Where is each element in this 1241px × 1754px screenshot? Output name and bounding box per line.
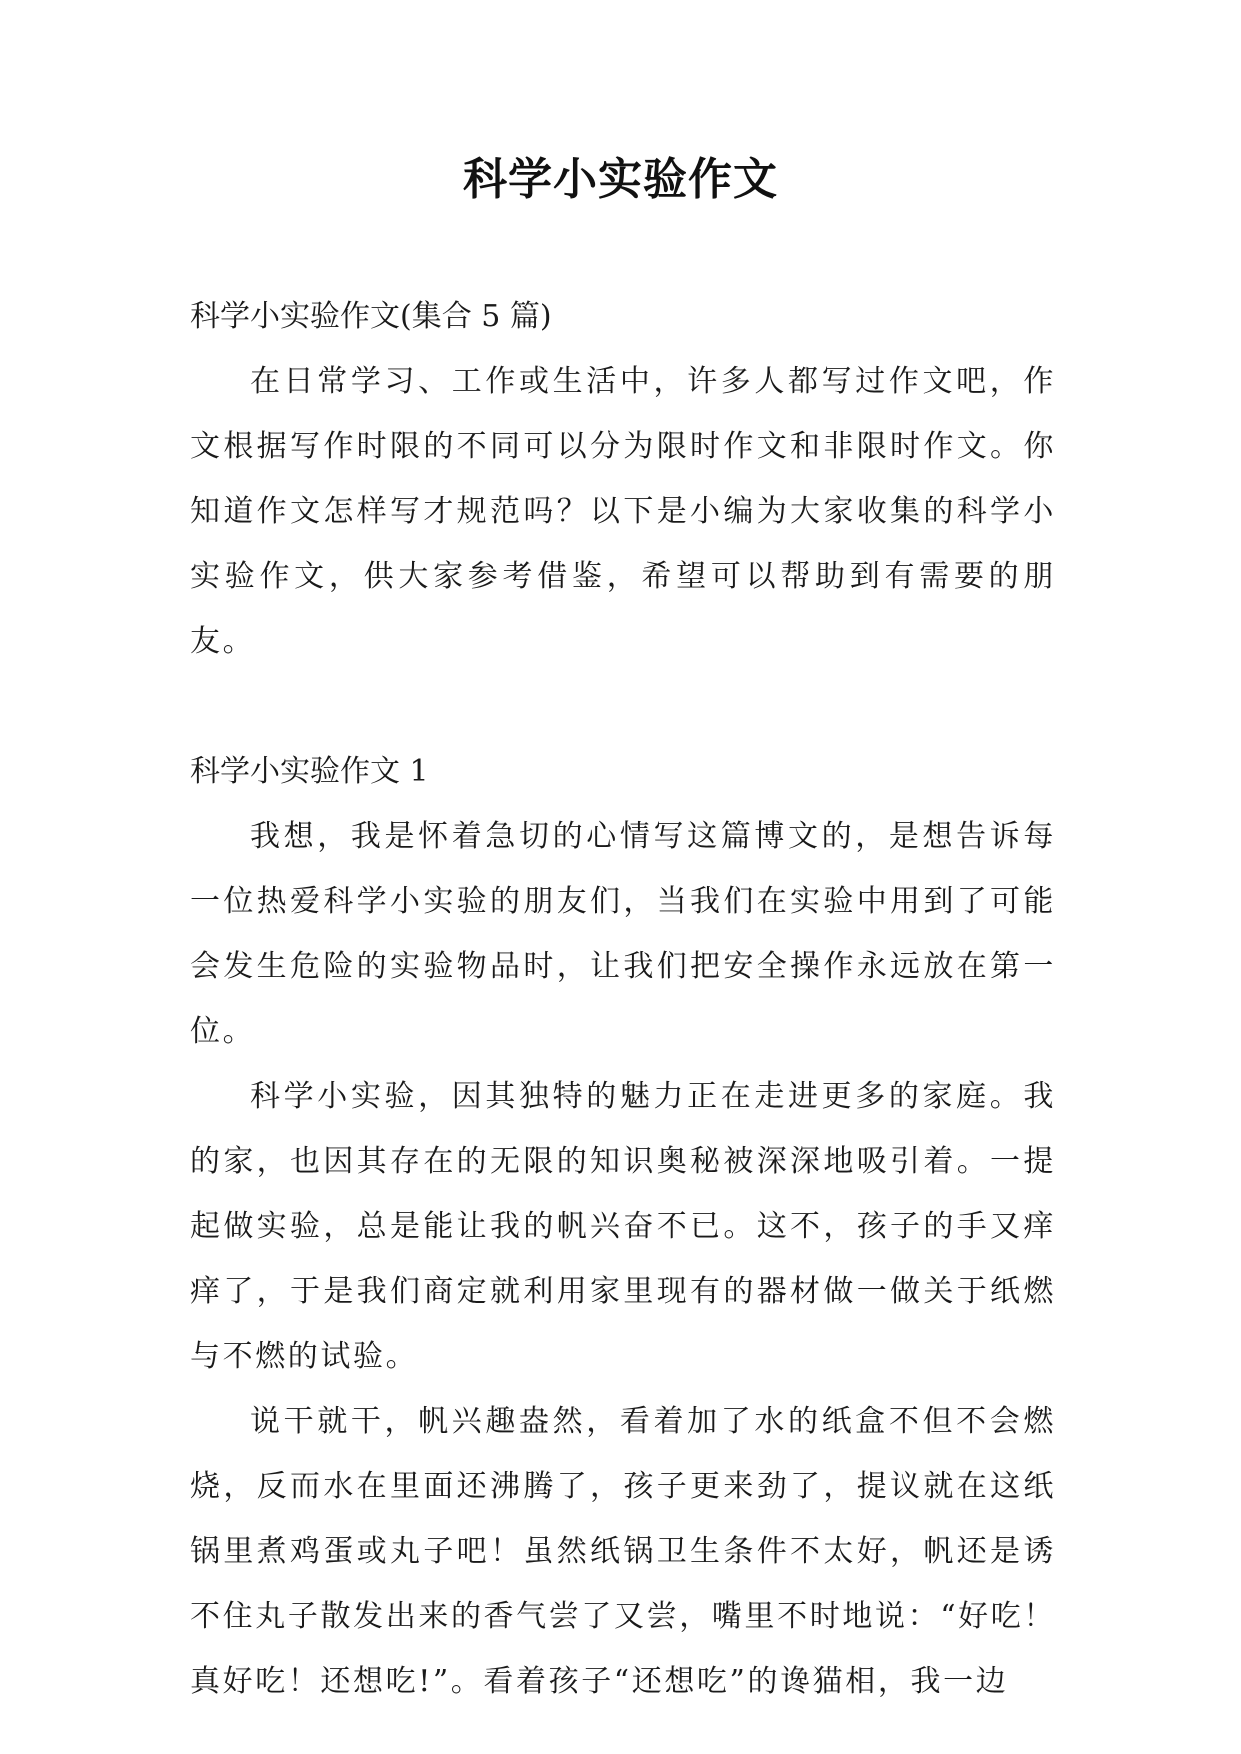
section-spacer — [190, 674, 1056, 739]
essay-paragraph-1: 我想，我是怀着急切的心情写这篇博文的，是想告诉每一位热爱科学小实验的朋友们，当我们在实验中用到了可能会发生危险的实验物品时，让我们把安全操作永远放在第一位。 — [190, 819, 1056, 1049]
document-body — [190, 284, 1056, 1714]
essay-paragraph-2: 科学小实验，因其独特的魅力正在走进更多的家庭。我的家，也因其存在的无限的知识奥秘被深深地吸引着。一提起做实验，总是能让我的帆兴奋不已。这不，孩子的手又痒痒了，于是我们商定就利用家里现有的器材做一做关于纸燃与不燃的试验。 — [190, 1079, 1056, 1374]
essay-heading: 科学小实验作文 1 — [190, 754, 429, 789]
document-title: 科学小实验作文 — [463, 154, 778, 205]
collection-label: 科学小实验作文(集合 5 篇) — [190, 299, 552, 334]
essay-paragraph-3: 说干就干，帆兴趣盎然，看着加了水的纸盒不但不会燃烧，反而水在里面还沸腾了，孩子更来劲了，提议就在这纸锅里煮鸡蛋或丸子吧！虽然纸锅卫生条件不太好，帆还是诱不住丸子散发出来的香气尝了又尝，嘴里不时地说：“好吃！真好吃！还想吃!”。看着孩子“还想吃”的谗猫相，我一边 — [190, 1404, 1056, 1699]
intro-paragraph: 在日常学习、工作或生活中，许多人都写过作文吧，作文根据写作时限的不同可以分为限时作文和非限时作文。你知道作文怎样写才规范吗？以下是小编为大家收集的科学小实验作文，供大家参考借鉴，希望可以帮助到有需要的朋友。 — [190, 364, 1056, 659]
